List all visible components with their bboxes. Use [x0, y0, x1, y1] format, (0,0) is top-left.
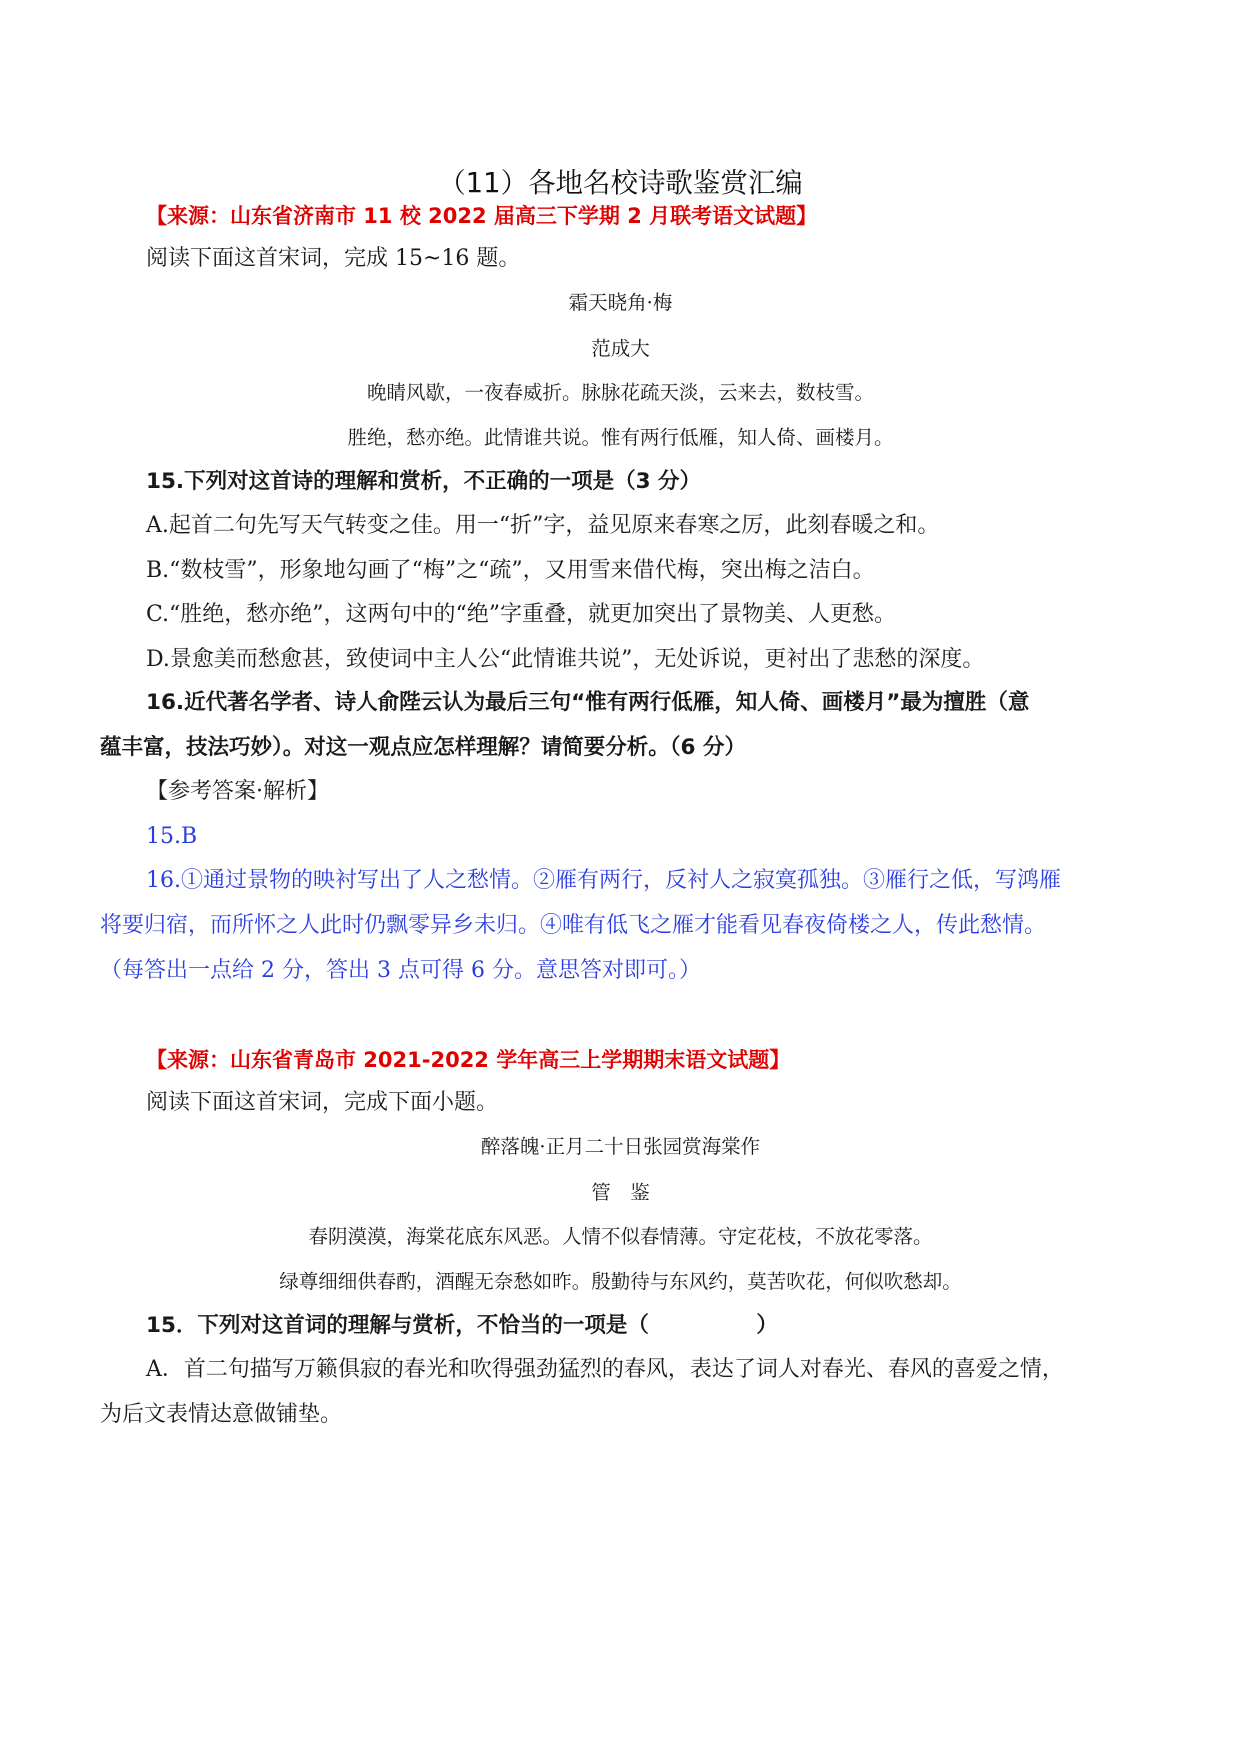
- page-title: （11）各地名校诗歌鉴赏汇编: [438, 167, 803, 199]
- poem-title-1: 霜天晓角·梅: [568, 291, 673, 314]
- poem-line-2-1: 春阴漠漠，海棠花底东风恶。人情不似春情薄。守定花枝，不放花零落。: [308, 1225, 933, 1248]
- question-16-line-1: 16.近代著名学者、诗人俞陛云认为最后三句“惟有两行低雁，知人倚、画楼月”最为擅胜（意: [146, 690, 1030, 715]
- poem-line-2-2: 绿尊细细供春酌，酒醒无奈愁如昨。殷勤待与东风约，莫苦吹花，何似吹愁却。: [279, 1270, 962, 1293]
- source-label-1: 【来源：山东省济南市 11 校 2022 届高三下学期 2 月联考语文试题】: [146, 204, 818, 228]
- poem-line-1-1: 晚睛风歇，一夜春威折。脉脉花疏天淡，云来去，数枝雪。: [366, 381, 874, 404]
- poem-author-2: 管 鉴: [591, 1181, 650, 1204]
- question-15-1: 15.下列对这首诗的理解和赏析，不正确的一项是（3 分）: [146, 469, 702, 494]
- answer-16-line-1: 16.①通过景物的映衬写出了人之愁情。②雁有两行，反衬人之寂寞孤独。③雁行之低，写鸿雁: [146, 868, 1061, 893]
- answer-header: 【参考答案·解析】: [146, 779, 329, 804]
- question-15-2: 15．下列对这首词的理解与赏析，不恰当的一项是（ ）: [146, 1313, 778, 1338]
- option-c-1: C.“胜绝，愁亦绝”，这两句中的“绝”字重叠，就更加突出了景物美、人更愁。: [146, 602, 897, 627]
- question-16-line-2: 蕴丰富，技法巧妙）。对这一观点应怎样理解？请简要分析。（6 分）: [100, 735, 746, 760]
- poem-title-2: 醉落魄·正月二十日张园赏海棠作: [480, 1135, 761, 1158]
- answer-15: 15.B: [146, 824, 198, 849]
- option-a-2-line-2: 为后文表情达意做铺垫。: [100, 1402, 343, 1427]
- instruction-1: 阅读下面这首宋词，完成 15~16 题。: [146, 246, 521, 271]
- option-b-1: B.“数枝雪”，形象地勾画了“梅”之“疏”，又用雪来借代梅，突出梅之洁白。: [146, 558, 875, 583]
- poem-author-1: 范成大: [591, 337, 650, 360]
- answer-16-line-2: 将要归宿，而所怀之人此时仍飘零异乡未归。④唯有低飞之雁才能看见春夜倚楼之人，传此愁情。: [100, 913, 1047, 938]
- answer-16-line-3: （每答出一点给 2 分，答出 3 点可得 6 分。意思答对即可。）: [100, 958, 701, 983]
- option-a-1: A.起首二句先写天气转变之佳。用一“折”字，益见原来春寒之厉，此刻春暖之和。: [146, 513, 940, 538]
- instruction-2: 阅读下面这首宋词，完成下面小题。: [146, 1090, 499, 1115]
- source-label-2: 【来源：山东省青岛市 2021-2022 学年高三上学期期末语文试题】: [146, 1048, 791, 1072]
- poem-line-1-2: 胜绝，愁亦绝。此情谁共说。惟有两行低雁，知人倚、画楼月。: [347, 426, 894, 449]
- option-d-1: D.景愈美而愁愈甚，致使词中主人公“此情谁共说”，无处诉说，更衬出了悲愁的深度。: [146, 647, 985, 672]
- option-a-2-line-1: A．首二句描写万籁俱寂的春光和吹得强劲猛烈的春风，表达了词人对春光、春风的喜爱之情，: [146, 1357, 1064, 1382]
